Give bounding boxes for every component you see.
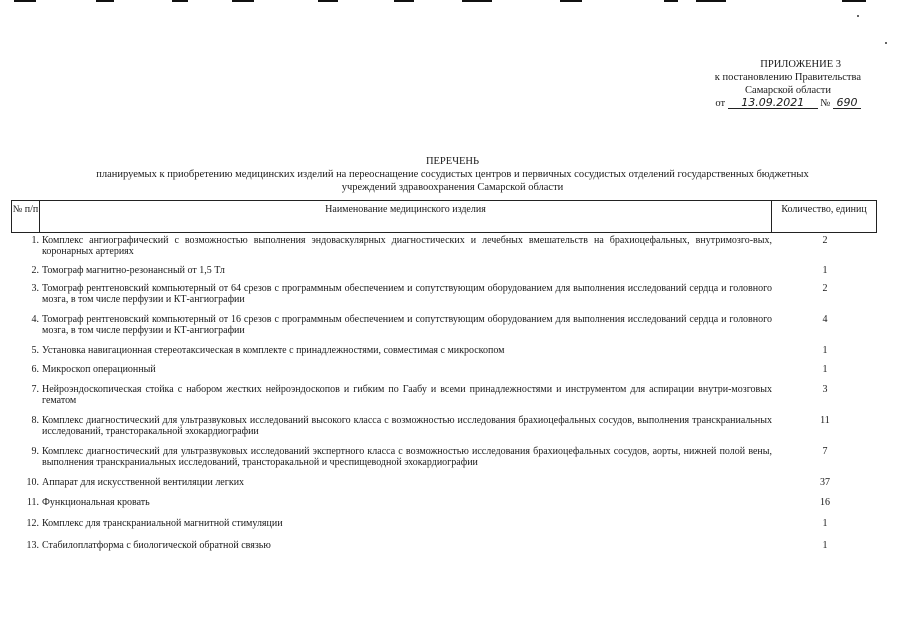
row-name: Комплекс ангиографический с возможностью выполнения эндоваскулярных диагностических и лечебных вмешательств на брахиоцефальных, внутримозго-вых, коронарных артериях xyxy=(42,235,772,257)
title-subtitle: планируемых к приобретению медицинских изделий на переоснащение сосудистых центров и первичных сосудистых отделений государственных бюджетных учреждений здравоохранения Самарской области xyxy=(96,169,809,193)
row-qty: 1 xyxy=(822,364,828,375)
header-num: № п/п xyxy=(12,201,40,232)
row-name: Нейроэндоскопическая стойка с набором жестких нейроэндоскопов и гибким по Гаабу и всеми принадлежностями и инструментом для аспирации внутри-мозговых гематом xyxy=(42,384,772,406)
scan-artifact xyxy=(462,0,492,2)
row-name: Стабилоплатформа с биологической обратной связью xyxy=(42,540,271,551)
row-qty: 4 xyxy=(822,314,828,325)
row-num: 8. xyxy=(31,415,39,426)
row-num: 12. xyxy=(26,518,39,529)
scan-artifact xyxy=(842,0,866,2)
row-qty: 3 xyxy=(822,384,828,395)
row-name: Комплекс диагностический для ультразвуковых исследований высокого класса с возможностью исследования брахиоцефальных сосудов, выполнения транскраниальных исследований, трансторакальной эхокардиографии xyxy=(42,415,772,437)
row-num: 9. xyxy=(31,446,39,457)
appendix-line: Самарской области xyxy=(745,85,831,96)
scan-dot xyxy=(885,42,887,44)
scan-artifact xyxy=(318,0,338,2)
scan-artifact xyxy=(96,0,114,2)
row-name: Функциональная кровать xyxy=(42,497,150,508)
row-qty: 1 xyxy=(822,345,828,356)
scan-artifact xyxy=(560,0,582,2)
row-name: Томограф рентгеновский компьютерный от 16 срезов с программным обеспечением и сопутствующим оборудованием для выполнения исследований сердца и головного мозга, в том числе перфузии и КТ-ангиографии xyxy=(42,314,772,336)
scan-dot xyxy=(857,15,859,17)
row-name: Микроскоп операционный xyxy=(42,364,156,375)
row-name: Установка навигационная стереотаксическая в комплекте с принадлежностями, совместимая с микроскопом xyxy=(42,345,505,356)
appendix-line: к постановлению Правительства xyxy=(714,72,861,83)
row-num: 1. xyxy=(31,235,39,246)
row-name: Томограф магнитно-резонансный от 1,5 Тл xyxy=(42,265,225,276)
row-name: Томограф рентгеновский компьютерный от 64 срезов с программным обеспечением и сопутствующим оборудованием для выполнения исследований сердца и головного мозга, в том числе перфузии и КТ-ангиографии xyxy=(42,283,772,305)
appendix-date-line xyxy=(661,97,861,110)
row-num: 11. xyxy=(26,497,39,508)
row-qty: 16 xyxy=(820,497,830,508)
scan-artifact xyxy=(696,0,726,2)
appendix-block xyxy=(661,58,861,110)
table-header xyxy=(11,200,877,233)
row-qty: 11 xyxy=(820,415,830,426)
row-qty: 1 xyxy=(822,265,828,276)
scan-artifact xyxy=(172,0,188,2)
row-qty: 1 xyxy=(822,540,828,551)
scan-artifact xyxy=(232,0,254,2)
handwritten-number: 690 xyxy=(833,97,861,109)
document-title xyxy=(0,155,905,194)
appendix-heading: ПРИЛОЖЕНИЕ 3 xyxy=(760,59,841,70)
row-name: Комплекс диагностический для ультразвуковых исследований экспертного класса с возможностью исследования брахиоцефальных сосудов, аорты, нижней полой вены, выполнения транскраниальных исследований, трансторакальной и чреспищеводной эхокардиографии xyxy=(42,446,772,468)
row-name: Комплекс для транскраниальной магнитной стимуляции xyxy=(42,518,283,529)
row-num: 13. xyxy=(26,540,39,551)
handwritten-date: 13.09.2021 xyxy=(728,97,818,109)
header-qty: Количество, единиц xyxy=(781,204,867,215)
date-prefix: от xyxy=(715,98,726,109)
row-qty: 2 xyxy=(822,235,828,246)
row-num: 6. xyxy=(31,364,39,375)
row-qty: 2 xyxy=(822,283,828,294)
row-qty: 1 xyxy=(822,518,828,529)
row-num: 10. xyxy=(26,477,39,488)
title-heading: ПЕРЕЧЕНЬ xyxy=(425,156,480,167)
scan-artifact xyxy=(14,0,36,2)
row-num: 4. xyxy=(31,314,39,325)
row-qty: 7 xyxy=(822,446,828,457)
number-prefix: № xyxy=(820,98,831,109)
row-num: 7. xyxy=(31,384,39,395)
header-name: Наименование медицинского изделия xyxy=(40,201,772,232)
scan-artifact xyxy=(664,0,678,2)
row-name: Аппарат для искусственной вентиляции легких xyxy=(42,477,245,488)
row-qty: 37 xyxy=(820,477,830,488)
scan-artifact xyxy=(394,0,414,2)
row-num: 5. xyxy=(31,345,39,356)
row-num: 2. xyxy=(31,265,39,276)
row-num: 3. xyxy=(31,283,39,294)
